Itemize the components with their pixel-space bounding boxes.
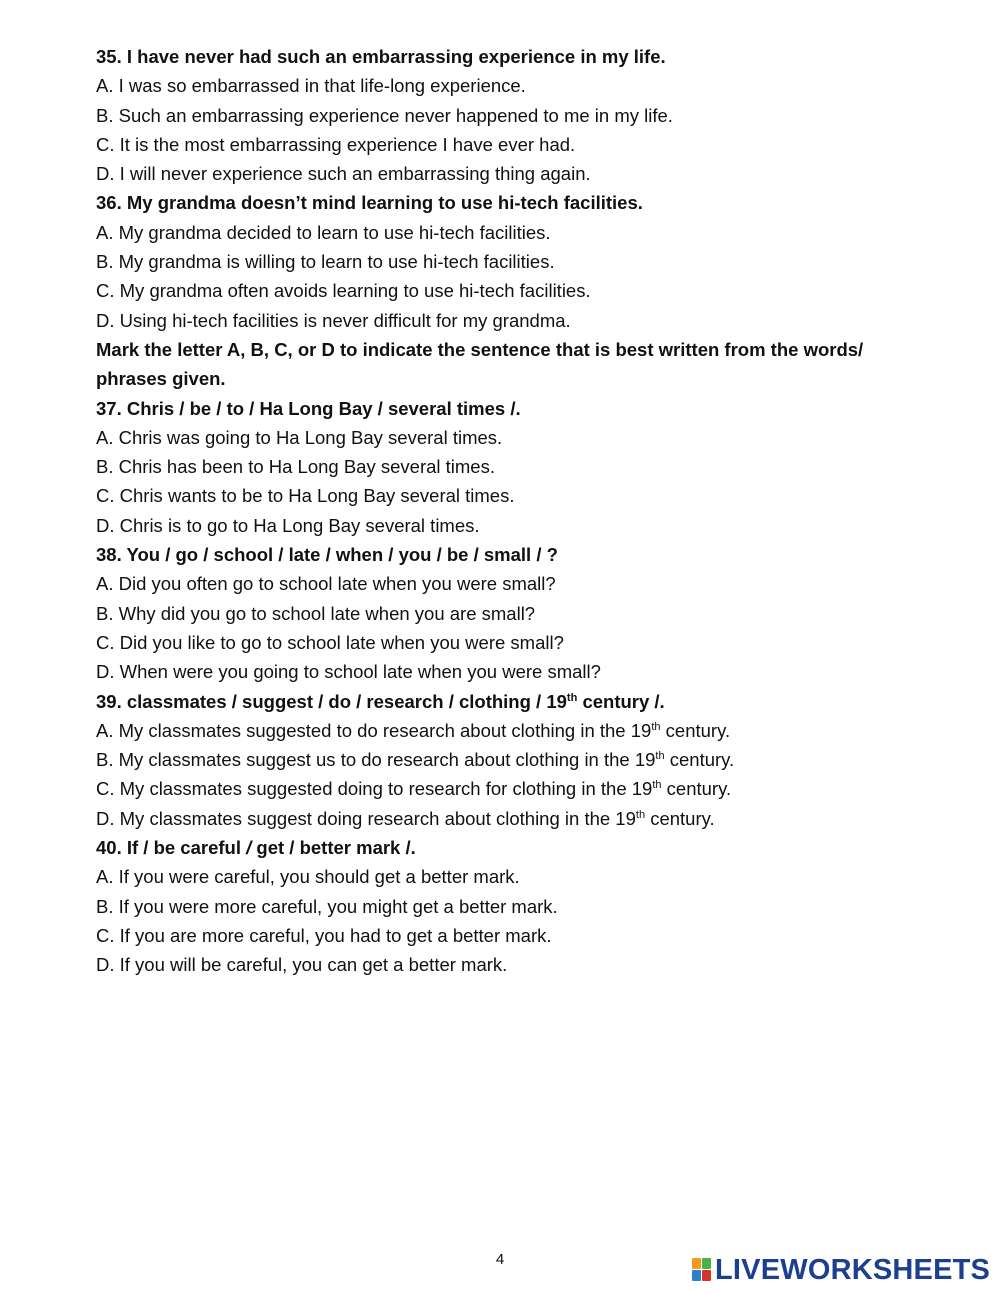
- question-39-option-d: [96, 804, 926, 833]
- ordinal-suffix: th: [651, 720, 661, 733]
- question-40-option-c: C. If you are more careful, you had to get a better mark.: [96, 924, 552, 946]
- question-39-option-c: [96, 774, 926, 803]
- logo-square-blue: [692, 1270, 701, 1281]
- option-d-tail: century.: [645, 807, 715, 829]
- question-35-stem: 35. I have never had such an embarrassing experience in my life.: [96, 46, 666, 67]
- question-40-stem: [96, 833, 926, 862]
- question-36-option-a: A. My grandma decided to learn to use hi-tech facilities.: [96, 221, 551, 243]
- question-38-option-d: D. When were you going to school late when you were small?: [96, 661, 601, 683]
- option-c-text: C. My classmates suggested doing to research for clothing in the 19: [96, 778, 653, 800]
- liveworksheets-logo[interactable]: [692, 1254, 990, 1286]
- question-40-option-d: D. If you will be careful, you can get a better mark.: [96, 954, 508, 976]
- question-35-option-c: C. It is the most embarrassing experience I have ever had.: [96, 133, 576, 155]
- question-37-option-b: B. Chris has been to Ha Long Bay several times.: [96, 456, 495, 478]
- option-a-text: A. My classmates suggested to do research about clothing in the 19: [96, 719, 652, 741]
- question-39-stem: [96, 687, 926, 716]
- question-37-option-c: C. Chris wants to be to Ha Long Bay several times.: [96, 485, 515, 507]
- question-40-option-b: B. If you were more careful, you might get a better mark.: [96, 895, 558, 917]
- option-c-tail: century.: [661, 778, 732, 800]
- question-38-stem: 38. You / go / school / late / when / you / be / small / ?: [96, 544, 558, 566]
- question-40-stem-text: 40. If / be careful: [96, 837, 247, 859]
- question-39-option-b: [96, 745, 926, 774]
- question-37-stem: 37. Chris / be / to / Ha Long Bay / several times /.: [96, 397, 521, 419]
- ordinal-suffix: th: [655, 750, 665, 763]
- worksheet-content: [96, 42, 926, 980]
- option-a-tail: century.: [660, 719, 731, 741]
- question-37-option-d: D. Chris is to go to Ha Long Bay several times.: [96, 514, 480, 536]
- question-38-option-c: C. Did you like to go to school late when you were small?: [96, 631, 564, 653]
- page-number: 4: [495, 1251, 505, 1268]
- ordinal-suffix: th: [652, 779, 662, 792]
- question-38-option-b: B. Why did you go to school late when you are small?: [96, 602, 536, 624]
- ordinal-suffix: th: [635, 808, 646, 821]
- question-35-option-b: B. Such an embarrassing experience never happened to me in my life.: [96, 104, 673, 126]
- question-38-option-a: A. Did you often go to school late when you were small?: [96, 573, 556, 595]
- question-39-stem-text: 39. classmates / suggest / do / research / clothing / 19: [96, 690, 567, 712]
- question-40-stem-tail: get / better mark /.: [251, 837, 416, 859]
- question-36-stem: 36. My grandma doesn’t mind learning to use hi-tech facilities.: [96, 192, 643, 214]
- question-35-option-d: D. I will never experience such an embarrassing thing again.: [96, 163, 591, 185]
- question-40-option-a: A. If you were careful, you should get a better mark.: [96, 866, 520, 888]
- question-39-stem-tail: century /.: [577, 690, 665, 712]
- section-instruction: Mark the letter A, B, C, or D to indicate the sentence that is best written from the words/ phrases given.: [96, 338, 864, 390]
- question-36-option-d: D. Using hi-tech facilities is never difficult for my grandma.: [96, 309, 571, 331]
- logo-square-red: [702, 1270, 711, 1281]
- italic-slash: /: [246, 837, 252, 859]
- question-36-option-b: B. My grandma is willing to learn to use hi-tech facilities.: [96, 251, 555, 273]
- question-36-option-c: C. My grandma often avoids learning to use hi-tech facilities.: [96, 280, 591, 302]
- option-b-tail: century.: [664, 749, 735, 771]
- question-39-option-a: [96, 716, 926, 745]
- question-35-option-a: A. I was so embarrassed in that life-long experience.: [96, 75, 526, 97]
- brand-name: LIVEWORKSHEETS: [715, 1253, 991, 1286]
- logo-grid-icon: [692, 1258, 711, 1282]
- logo-square-green: [702, 1258, 711, 1269]
- option-b-text: B. My classmates suggest us to do research about clothing in the 19: [96, 749, 656, 771]
- question-37-option-a: A. Chris was going to Ha Long Bay several times.: [96, 426, 503, 448]
- option-d-text: D. My classmates suggest doing research about clothing in the 19: [96, 807, 636, 829]
- logo-square-orange: [692, 1258, 701, 1269]
- ordinal-suffix: th: [566, 691, 578, 704]
